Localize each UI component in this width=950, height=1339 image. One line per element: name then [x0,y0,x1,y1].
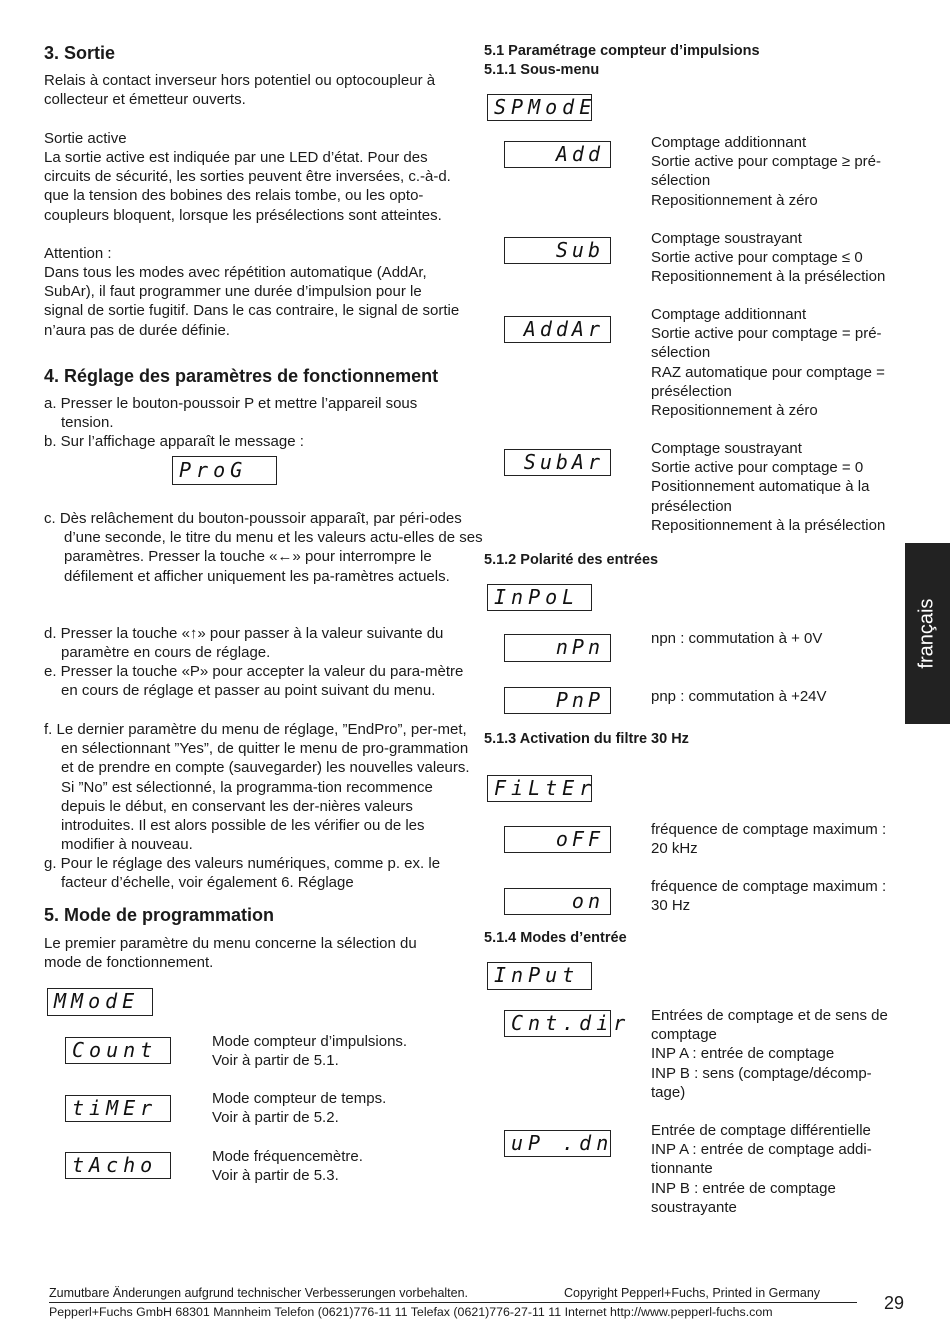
lcd-spmode-header: SPModE [487,94,592,121]
lcd-mode-timer: tiMEr [65,1095,171,1122]
mode-timer-description: Mode compteur de temps. Voir à partir de 5.2. [212,1090,387,1127]
section-5-1-4-title: 5.1.4 Modes d’entrée [484,930,627,946]
lcd-mmode-header: MModE [47,988,153,1016]
step-a: a. Presser le bouton-poussoir P et mettre l’appareil sous tension. [44,395,418,432]
section-3-intro: Relais à contact inverseur hors potentiel ou optocoupleur à collecteur et émetteur ouverts. [44,72,436,109]
section-4-title: 4. Réglage des paramètres de fonctionnement [44,366,439,386]
section-5-1-2-title: 5.1.2 Polarité des entrées [484,552,659,568]
lcd-subar: SubAr [504,449,611,476]
npn-description: npn : commutation à + 0V [651,630,823,647]
lcd-on: on [504,888,611,915]
footer-contact: Pepperl+Fuchs GmbH 68301 Mannheim Telefon (0621)776-11 11 Telefax (0621)776-27-11 11 Internet http://www.pepperl-fuchs.com [49,1305,773,1319]
lcd-inpol-header: InPoL [487,584,592,611]
section-5-1-title: 5.1 Paramétrage compteur d’impulsions [484,43,760,59]
lcd-add: Add [504,141,611,168]
attention-label: Attention : [44,245,112,262]
lcd-prog-display: ProG [172,456,277,485]
lcd-filter-header: FiLtEr [487,775,592,802]
step-e: e. Presser la touche «P» pour accepter la valeur du para-mètre en cours de réglage et passer au point suivant du menu. [44,663,464,700]
section-3-title: 3. Sortie [44,43,116,63]
step-c: c. Dès relâchement du bouton-poussoir apparaît, par péri-odes d’une seconde, le titre du menu et les valeurs actu-elles de ses paramètres. Presser la touche «←» pour interrompre le défilement et afficher uniquement les pa-ramètres actuels. [44,510,483,585]
active-output-label: Sortie active [44,130,127,147]
page-number: 29 [884,1293,905,1313]
step-b: b. Sur l’affichage apparaît le message : [44,433,304,450]
step-f: f. Le dernier paramètre du menu de réglage, ”EndPro”, per-met, en sélectionnant ”Yes”, de quitter le menu de pro-grammation et de prendre en compte (sauvegarder) les nouvelles valeurs. Si ”No” est sélectionné, la programma-tion recommence depuis le début, en conservant les der-nières valeurs introduites. Il est alors possible de les vérifier ou de les modifier à nouveau. [44,721,470,854]
lcd-input-header: InPut [487,962,592,990]
active-output-text: La sortie active est indiquée par une LED d’état. Pour des circuits de sécurité, les sorties peuvent être inversées, c.-à-d. que la tension des bobines des relais tombe, ou les opto-coupleurs bloquent, lorsque les présélections sont atteintes. [44,149,451,224]
updn-description: Entrée de comptage différentielle INP A : entrée de comptage addi- tionnante INP B : entrée de comptage soustrayante [651,1122,872,1216]
cntdir-description: Entrées de comptage et de sens de comptage INP A : entrée de comptage INP B : sens (comptage/décomp- tage) [651,1007,888,1101]
sub-description: Comptage soustrayant Sortie active pour comptage ≤ 0 Repositionnement à la présélection [651,230,886,286]
footer-copyright: Copyright Pepperl+Fuchs, Printed in Germany [564,1286,821,1300]
section-5-title: 5. Mode de programmation [44,905,275,925]
lcd-npn: nPn [504,634,611,662]
lcd-off: oFF [504,826,611,853]
lcd-pnp: PnP [504,687,611,714]
lcd-cntdir: Cnt.dir [504,1010,611,1037]
mode-tacho-description: Mode fréquencemètre. Voir à partir de 5.3. [212,1148,363,1185]
footer-divider [49,1302,857,1303]
filter-on-description: fréquence de comptage maximum : 30 Hz [651,878,887,915]
lcd-updn: uP .dn [504,1130,611,1157]
lcd-addar: AddAr [504,316,611,343]
section-5-intro: Le premier paramètre du menu concerne la sélection du mode de fonctionnement. [44,935,417,972]
filter-off-description: fréquence de comptage maximum : 20 kHz [651,821,887,858]
lcd-mode-count: Count [65,1037,171,1064]
section-5-1-1-title: 5.1.1 Sous-menu [484,62,600,78]
addar-description: Comptage additionnant Sortie active pour comptage = pré- sélection RAZ automatique pour comptage = présélection Repositionnement à zéro [651,306,885,420]
subar-description: Comptage soustrayant Sortie active pour comptage = 0 Positionnement automatique à la présélection Repositionnement à la présélection [651,440,886,534]
attention-text: Dans tous les modes avec répétition automatique (AddAr, SubAr), il faut programmer une durée d’impulsion pour le signal de sortie fugitif. Dans le cas contraire, le signal de sortie n’aura pas de durée définie. [44,264,460,339]
language-side-tab [905,543,950,724]
footer-disclaimer: Zumutbare Änderungen aufgrund technischer Verbesserungen vorbehalten. [49,1286,469,1300]
mode-count-description: Mode compteur d’impulsions. Voir à partir de 5.1. [212,1033,408,1070]
step-d: d. Presser la touche «↑» pour passer à la valeur suivante du paramètre en cours de réglage. [44,625,444,662]
language-label: français [915,598,938,669]
section-5-1-3-title: 5.1.3 Activation du filtre 30 Hz [484,731,689,747]
pnp-description: pnp : commutation à +24V [651,688,827,705]
add-description: Comptage additionnant Sortie active pour comptage ≥ pré- sélection Repositionnement à zéro [651,134,882,209]
lcd-mode-tacho: tAcho [65,1152,171,1179]
step-g: g. Pour le réglage des valeurs numériques, comme p. ex. le facteur d’échelle, voir également 6. Réglage [44,855,441,892]
lcd-sub: Sub [504,237,611,264]
